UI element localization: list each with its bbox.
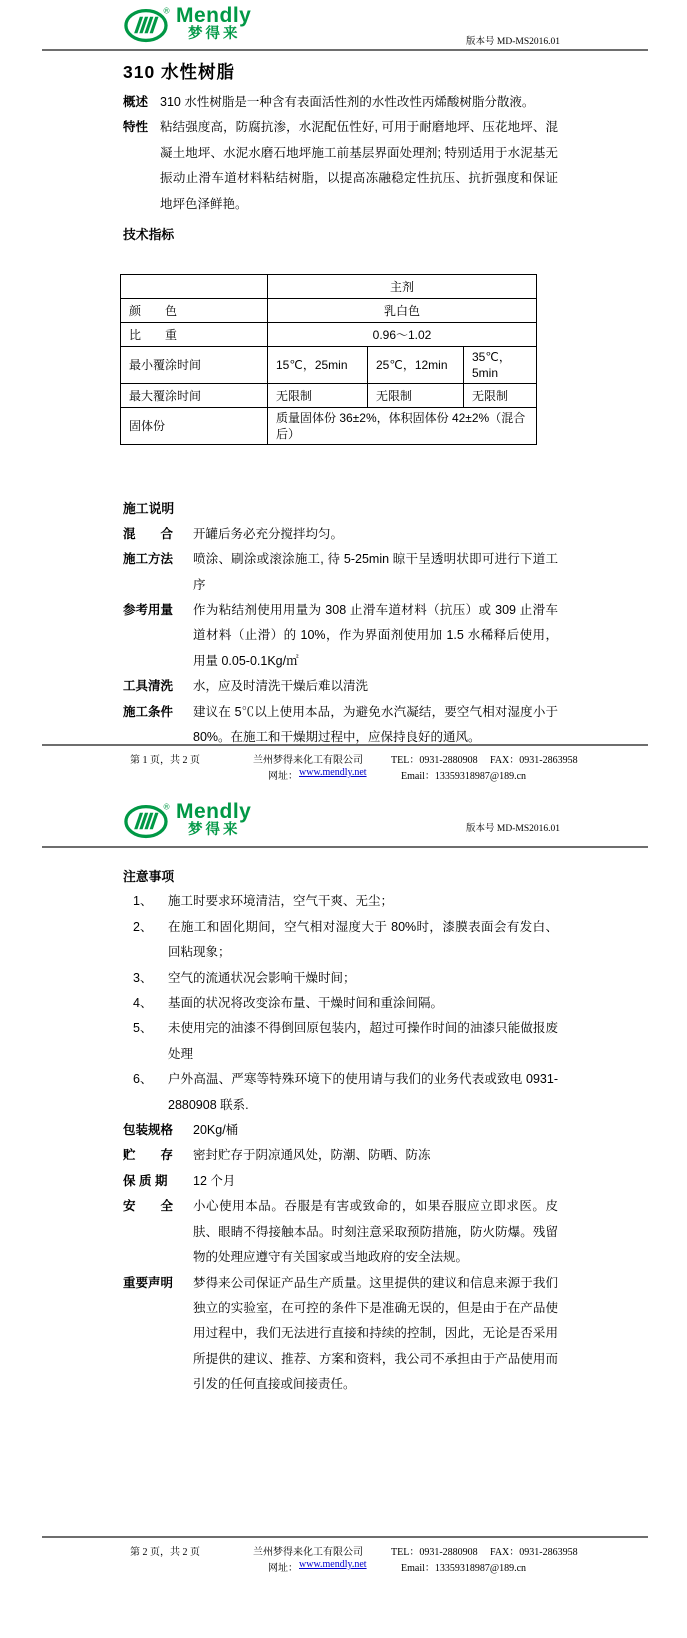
construction-row-cleaning: [123, 674, 558, 699]
page-title: 310 水性树脂: [123, 62, 236, 82]
page-header: [0, 0, 687, 49]
construction-row-text: 开罐后务必充分搅拌均匀。: [193, 526, 344, 541]
page-header: [0, 790, 687, 846]
footer-telephone: TEL：0931-2880908: [391, 1547, 478, 1558]
table-value-cell: 乳白色: [268, 299, 537, 323]
notes-heading: 注意事项: [123, 869, 175, 884]
footer-website-link[interactable]: www.mendly.net: [299, 767, 367, 778]
info-row-text: 梦得来公司保证产品生产质量。这里提供的建议和信息来源于我们独立的实验室，在可控的条件下是准确无误的，但是由于在产品使用过程中，我们无法进行直接和持续的控制，因此，无论是否采用所提供的建议、推荐、方案和资料，我公司不承担由于产品使用而引发的任何直接或间接责任。: [193, 1275, 558, 1392]
note-number: 5、: [133, 1021, 153, 1036]
construction-row-text: 建议在 5℃以上使用本品，为避免水汽凝结，要空气相对湿度小于 80%。在施工和干燥期过程中，应保持良好的通风。: [193, 704, 558, 745]
info-row-label: 贮 存: [123, 1148, 174, 1163]
table-row: [121, 323, 537, 347]
mendly-emblem-icon: [123, 802, 171, 839]
brand-name: Mendly: [176, 4, 252, 27]
table-row: [121, 275, 537, 299]
features-text: 粘结强度高，防腐抗渗，水泥配伍性好, 可用于耐磨地坪、压花地坪、混凝土地坪、水泥水磨石地坪施工前基层界面处理剂; 特别适用于水泥基无振动止滑车道材料粘结树脂，以提高冻融稳定性抗压、抗折强度和保证地坪色泽鲜艳。: [160, 120, 558, 211]
page-number-info: 第 2 页，共 2 页: [130, 1547, 200, 1558]
footer-company-name: 兰州梦得来化工有限公司: [253, 1547, 363, 1558]
construction-row-label: 混 合: [123, 526, 174, 541]
info-row-packaging: [123, 1118, 558, 1143]
note-item-6: [133, 1067, 558, 1118]
construction-row-dosage: [123, 598, 558, 674]
note-text: 在施工和固化期间，空气相对湿度大于 80%时，漆膜表面会有发白、回粘现象；: [168, 919, 558, 960]
table-label-cell: 比 重: [121, 323, 268, 347]
page2-footer: [0, 1536, 687, 1582]
table-label-cell: 最大覆涂时间: [121, 384, 268, 408]
info-row-shelf-life: [123, 1169, 558, 1194]
note-item-2: [133, 915, 558, 966]
note-item-4: [133, 991, 558, 1016]
page2-content: [0, 864, 687, 1398]
info-row-storage: [123, 1143, 558, 1168]
note-text: 未使用完的油漆不得倒回原包装内，超过可操作时间的油漆只能做报废处理: [168, 1021, 558, 1061]
page-number-info: 第 1 页，共 2 页: [130, 755, 200, 766]
footer-rule: [42, 1536, 648, 1538]
table-corner-cell: [121, 275, 268, 299]
footer-rule: [42, 744, 648, 746]
note-number: 4、: [133, 996, 153, 1011]
note-item-3: [133, 966, 558, 991]
construction-heading: 施工说明: [123, 501, 175, 517]
info-row-disclaimer: [123, 1271, 558, 1398]
overview-section: [123, 90, 558, 115]
note-item-5: [133, 1016, 558, 1067]
note-number: 6、: [133, 1072, 153, 1087]
footer-fax: FAX：0931-2863958: [490, 1547, 578, 1558]
table-value-cell: 无限制: [464, 384, 537, 408]
table-value-cell: 质量固体份 36±2%，体积固体份 42±2%（混合后）: [268, 408, 537, 445]
construction-row-label: 施工方法: [123, 552, 174, 567]
info-row-label: 重要声明: [123, 1275, 174, 1290]
brand-name: Mendly: [176, 800, 252, 823]
table-row: [121, 408, 537, 445]
info-row-text: 密封贮存于阴凉通风处，防潮、防晒、防冻: [193, 1148, 431, 1163]
header-rule: [42, 49, 648, 51]
overview-text: 310 水性树脂是一种含有表面活性剂的水性改性丙烯酸树脂分散液。: [160, 95, 535, 109]
header-rule: [42, 846, 648, 848]
construction-row-method: [123, 547, 558, 598]
construction-row-label: 施工条件: [123, 704, 174, 719]
info-row-text: 20Kg/桶: [193, 1123, 239, 1138]
table-value-cell: 15℃，25min: [268, 347, 368, 384]
table-value-cell: 0.96～1.02: [268, 323, 537, 347]
tech-spec-table: [120, 274, 537, 445]
note-item-1: [133, 889, 558, 914]
info-row-label: 保 质 期: [123, 1173, 168, 1188]
footer-email: Email：13359318987@189.cn: [401, 771, 527, 782]
page1-footer: [0, 744, 687, 790]
note-text: 基面的状况将改变涂布量、干燥时间和重涂间隔。: [168, 996, 444, 1011]
table-label-cell: 颜 色: [121, 299, 268, 323]
overview-label: 概述: [123, 95, 149, 109]
info-row-label: 安 全: [123, 1199, 174, 1214]
footer-website-label: 网址：: [268, 1563, 298, 1574]
document-page-1: [0, 0, 687, 790]
footer-website-label: 网址：: [268, 771, 298, 782]
construction-row-label: 参考用量: [123, 603, 174, 618]
construction-row-mixing: [123, 522, 558, 547]
brand-name-chinese: 梦得来: [188, 822, 241, 838]
table-row: [121, 347, 537, 384]
table-label-cell: 最小覆涂时间: [121, 347, 268, 384]
company-logo: [123, 802, 251, 839]
note-text: 空气的流通状况会影响干燥时间；: [168, 970, 356, 985]
construction-row-text: 喷涂、刷涂或滚涂施工, 待 5-25min 晾干呈透明状即可进行下道工序: [193, 552, 558, 592]
tech-heading: 技术指标: [123, 227, 175, 243]
table-header-cell: 主剂: [268, 275, 537, 299]
version-label: 版本号 MD-MS2016.01: [466, 824, 560, 834]
company-logo: [123, 6, 251, 43]
footer-fax: FAX：0931-2863958: [490, 755, 578, 766]
logo-text: [176, 6, 251, 42]
table-value-cell: 35℃，5min: [464, 347, 537, 384]
footer-telephone: TEL：0931-2880908: [391, 755, 478, 766]
logo-text: [176, 802, 251, 838]
note-number: 1、: [133, 894, 153, 909]
table-label-cell: 固体份: [121, 408, 268, 445]
info-row-label: 包装规格: [123, 1123, 174, 1138]
features-section: [123, 115, 558, 217]
document-page-2: [0, 790, 687, 1638]
construction-row-conditions: [123, 700, 558, 751]
features-label: 特性: [123, 120, 149, 135]
footer-website-link[interactable]: www.mendly.net: [299, 1559, 367, 1570]
table-row: [121, 299, 537, 323]
version-label: 版本号 MD-MS2016.01: [466, 37, 560, 47]
brand-name-chinese: 梦得来: [188, 26, 241, 42]
table-value-cell: 25℃，12min: [368, 347, 464, 384]
note-text: 施工时要求环境清洁，空气干爽、无尘；: [168, 894, 394, 909]
footer-company-name: 兰州梦得来化工有限公司: [253, 755, 363, 766]
construction-row-label: 工具清洗: [123, 679, 174, 694]
note-number: 3、: [133, 970, 153, 985]
info-row-text: 小心使用本品。吞服是有害或致命的，如果吞服应立即求医。皮肤、眼睛不得接触本品。时刻注意采取预防措施，防火防爆。残留物的处理应遵守有关国家或当地政府的安全法规。: [193, 1199, 558, 1265]
info-row-safety: [123, 1194, 558, 1270]
note-number: 2、: [133, 919, 153, 934]
info-row-text: 12 个月: [193, 1173, 236, 1188]
table-value-cell: 无限制: [268, 384, 368, 408]
construction-row-text: 作为粘结剂使用用量为 308 止滑车道材料（抗压）或 309 止滑车道材料（止滑）的 10%，作为界面剂使用加 1.5 水稀释后使用，用量 0.05-0.1Kg/㎡: [193, 603, 558, 668]
page1-content: [0, 60, 687, 751]
mendly-emblem-icon: [123, 6, 171, 43]
footer-email: Email：13359318987@189.cn: [401, 1563, 527, 1574]
table-row: [121, 384, 537, 408]
table-value-cell: 无限制: [368, 384, 464, 408]
note-text: 户外高温、严寒等特殊环境下的使用请与我们的业务代表或致电 0931-2880908 联系.: [168, 1072, 558, 1112]
construction-row-text: 水，应及时清洗干燥后难以清洗: [193, 679, 369, 694]
registered-mark: ®: [163, 802, 170, 812]
registered-mark: ®: [163, 6, 170, 16]
